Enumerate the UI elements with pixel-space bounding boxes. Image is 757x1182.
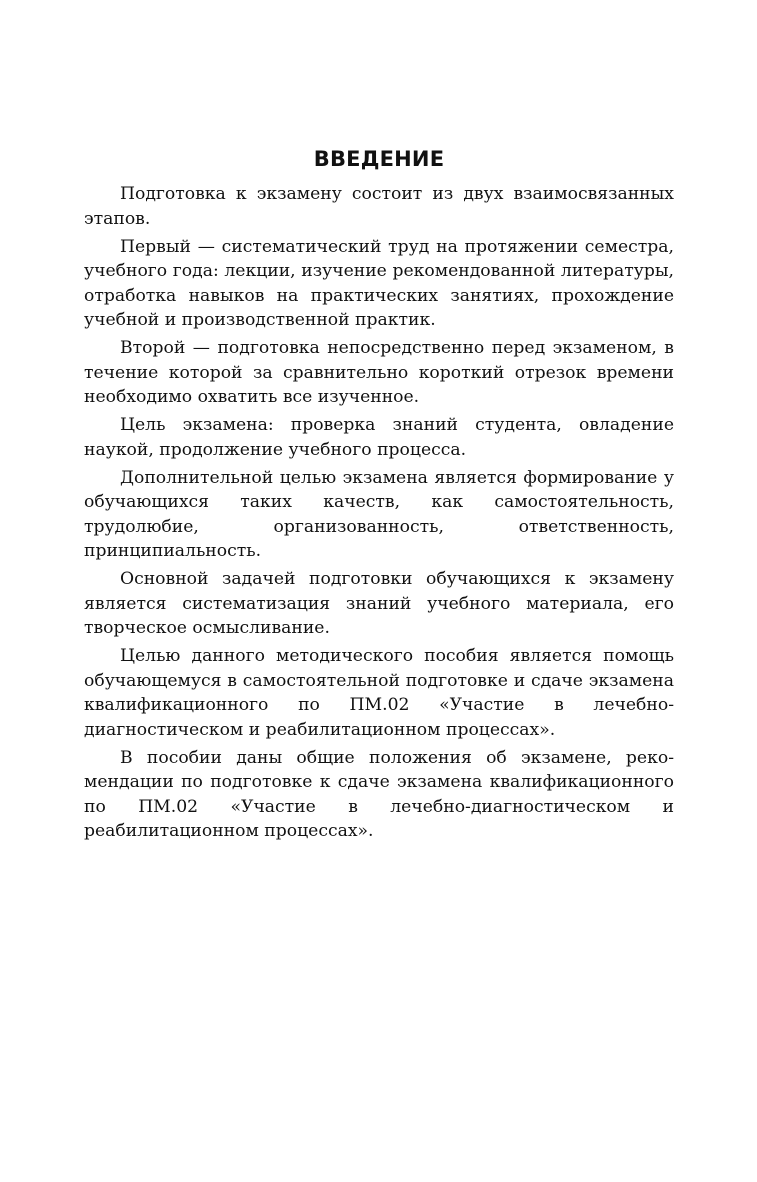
paragraph-6: Основной задачей подготовки обучающихся к экзамену является систематизация знаний учебного материала, его творческое осмысливание. <box>84 569 674 638</box>
paragraph-3: Второй — подготовка непосредственно перед экзаменом, в течение которой за сравнительно короткий отрезок времени необходимо охватить все изученное. <box>84 338 674 407</box>
paragraph-2: Первый — систематический труд на протяжении семестра, учебного года: лекции, изучение рекомендованной литературы, отработка навыков на практических занятиях, прохождение учебной и производственной практик. <box>84 236 674 330</box>
paragraph-1: Подготовка к экзамену состоит из двух взаимосвязанных этапов. <box>84 184 674 229</box>
paragraph-8: В пособии даны общие положения об экзамене, рекомендации по подготовке к сдаче экзамена квалификационного по ПМ.02 «Участие в лечебно-диагностическом и реабилитационном процессах». <box>84 747 674 841</box>
paragraph-5: Дополнительной целью экзамена является формирование у обучающихся таких качеств, как самостоятельность, трудолюбие, организованность, ответственность, принципиальность. <box>84 467 674 561</box>
document-page <box>84 146 674 847</box>
paragraph-7: Целью данного методического пособия является помощь обучающемуся в самостоятельной подготовке и сдаче экзамена квалификационного по ПМ.02 «Участие в лечебно-диагностическом и реабилитационном процессах». <box>84 646 674 740</box>
page-title: ВВЕДЕНИЕ <box>313 147 445 171</box>
paragraph-4: Цель экзамена: проверка знаний студента, овладение наукой, продолжение учебного процесса. <box>84 415 674 460</box>
